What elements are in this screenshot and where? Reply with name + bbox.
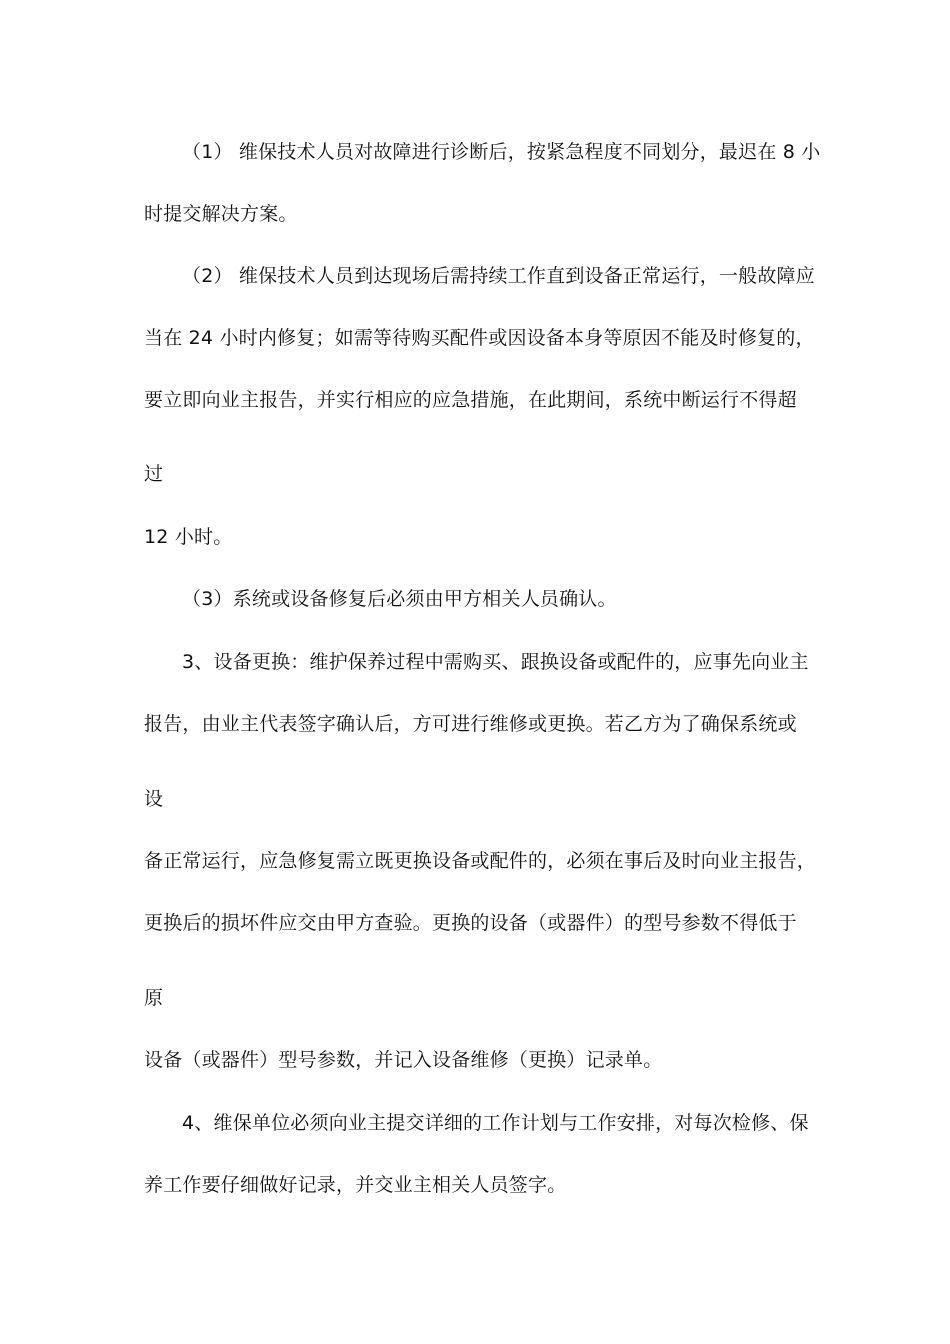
paragraph-4-line-3: 设	[144, 788, 164, 810]
paragraph-2-line-2: 当在 24 小时内修复；如需等待购买配件或因设备本身等原因不能及时修复的，	[144, 327, 815, 349]
paragraph-5-line-2: 养工作要仔细做好记录，并交业主相关人员签字。	[144, 1174, 567, 1196]
paragraph-5-line-1: 4、维保单位必须向业主提交详细的工作计划与工作安排，对每次检修、保	[182, 1112, 809, 1134]
paragraph-2-line-1: （2） 维保技术人员到达现场后需持续工作直到设备正常运行，一般故障应	[182, 265, 815, 287]
paragraph-2-line-5: 12 小时。	[144, 526, 233, 548]
paragraph-3-line-1: （3）系统或设备修复后必须由甲方相关人员确认。	[182, 588, 617, 610]
paragraph-2-line-3: 要立即向业主报告，并实行相应的应急措施，在此期间，系统中断运行不得超	[144, 389, 797, 411]
paragraph-1-line-1: （1） 维保技术人员对故障进行诊断后，按紧急程度不同划分，最迟在 8 小	[182, 141, 821, 163]
paragraph-4-line-4: 备正常运行，应急修复需立既更换设备或配件的，必须在事后及时向业主报告，	[144, 850, 817, 872]
paragraph-4-line-6: 原	[144, 987, 164, 1009]
paragraph-4-line-1: 3、设备更换：维护保养过程中需购买、跟换设备或配件的，应事先向业主	[182, 651, 809, 673]
paragraph-2-line-4: 过	[144, 463, 164, 485]
paragraph-4-line-7: 设备（或器件）型号参数，并记入设备维修（更换）记录单。	[144, 1049, 663, 1071]
paragraph-4-line-5: 更换后的损坏件应交由甲方查验。更换的设备（或器件）的型号参数不得低于	[144, 912, 797, 934]
paragraph-4-line-2: 报告，由业主代表签字确认后，方可进行维修或更换。若乙方为了确保系统或	[144, 713, 797, 735]
paragraph-1-line-2: 时提交解决方案。	[144, 203, 298, 225]
